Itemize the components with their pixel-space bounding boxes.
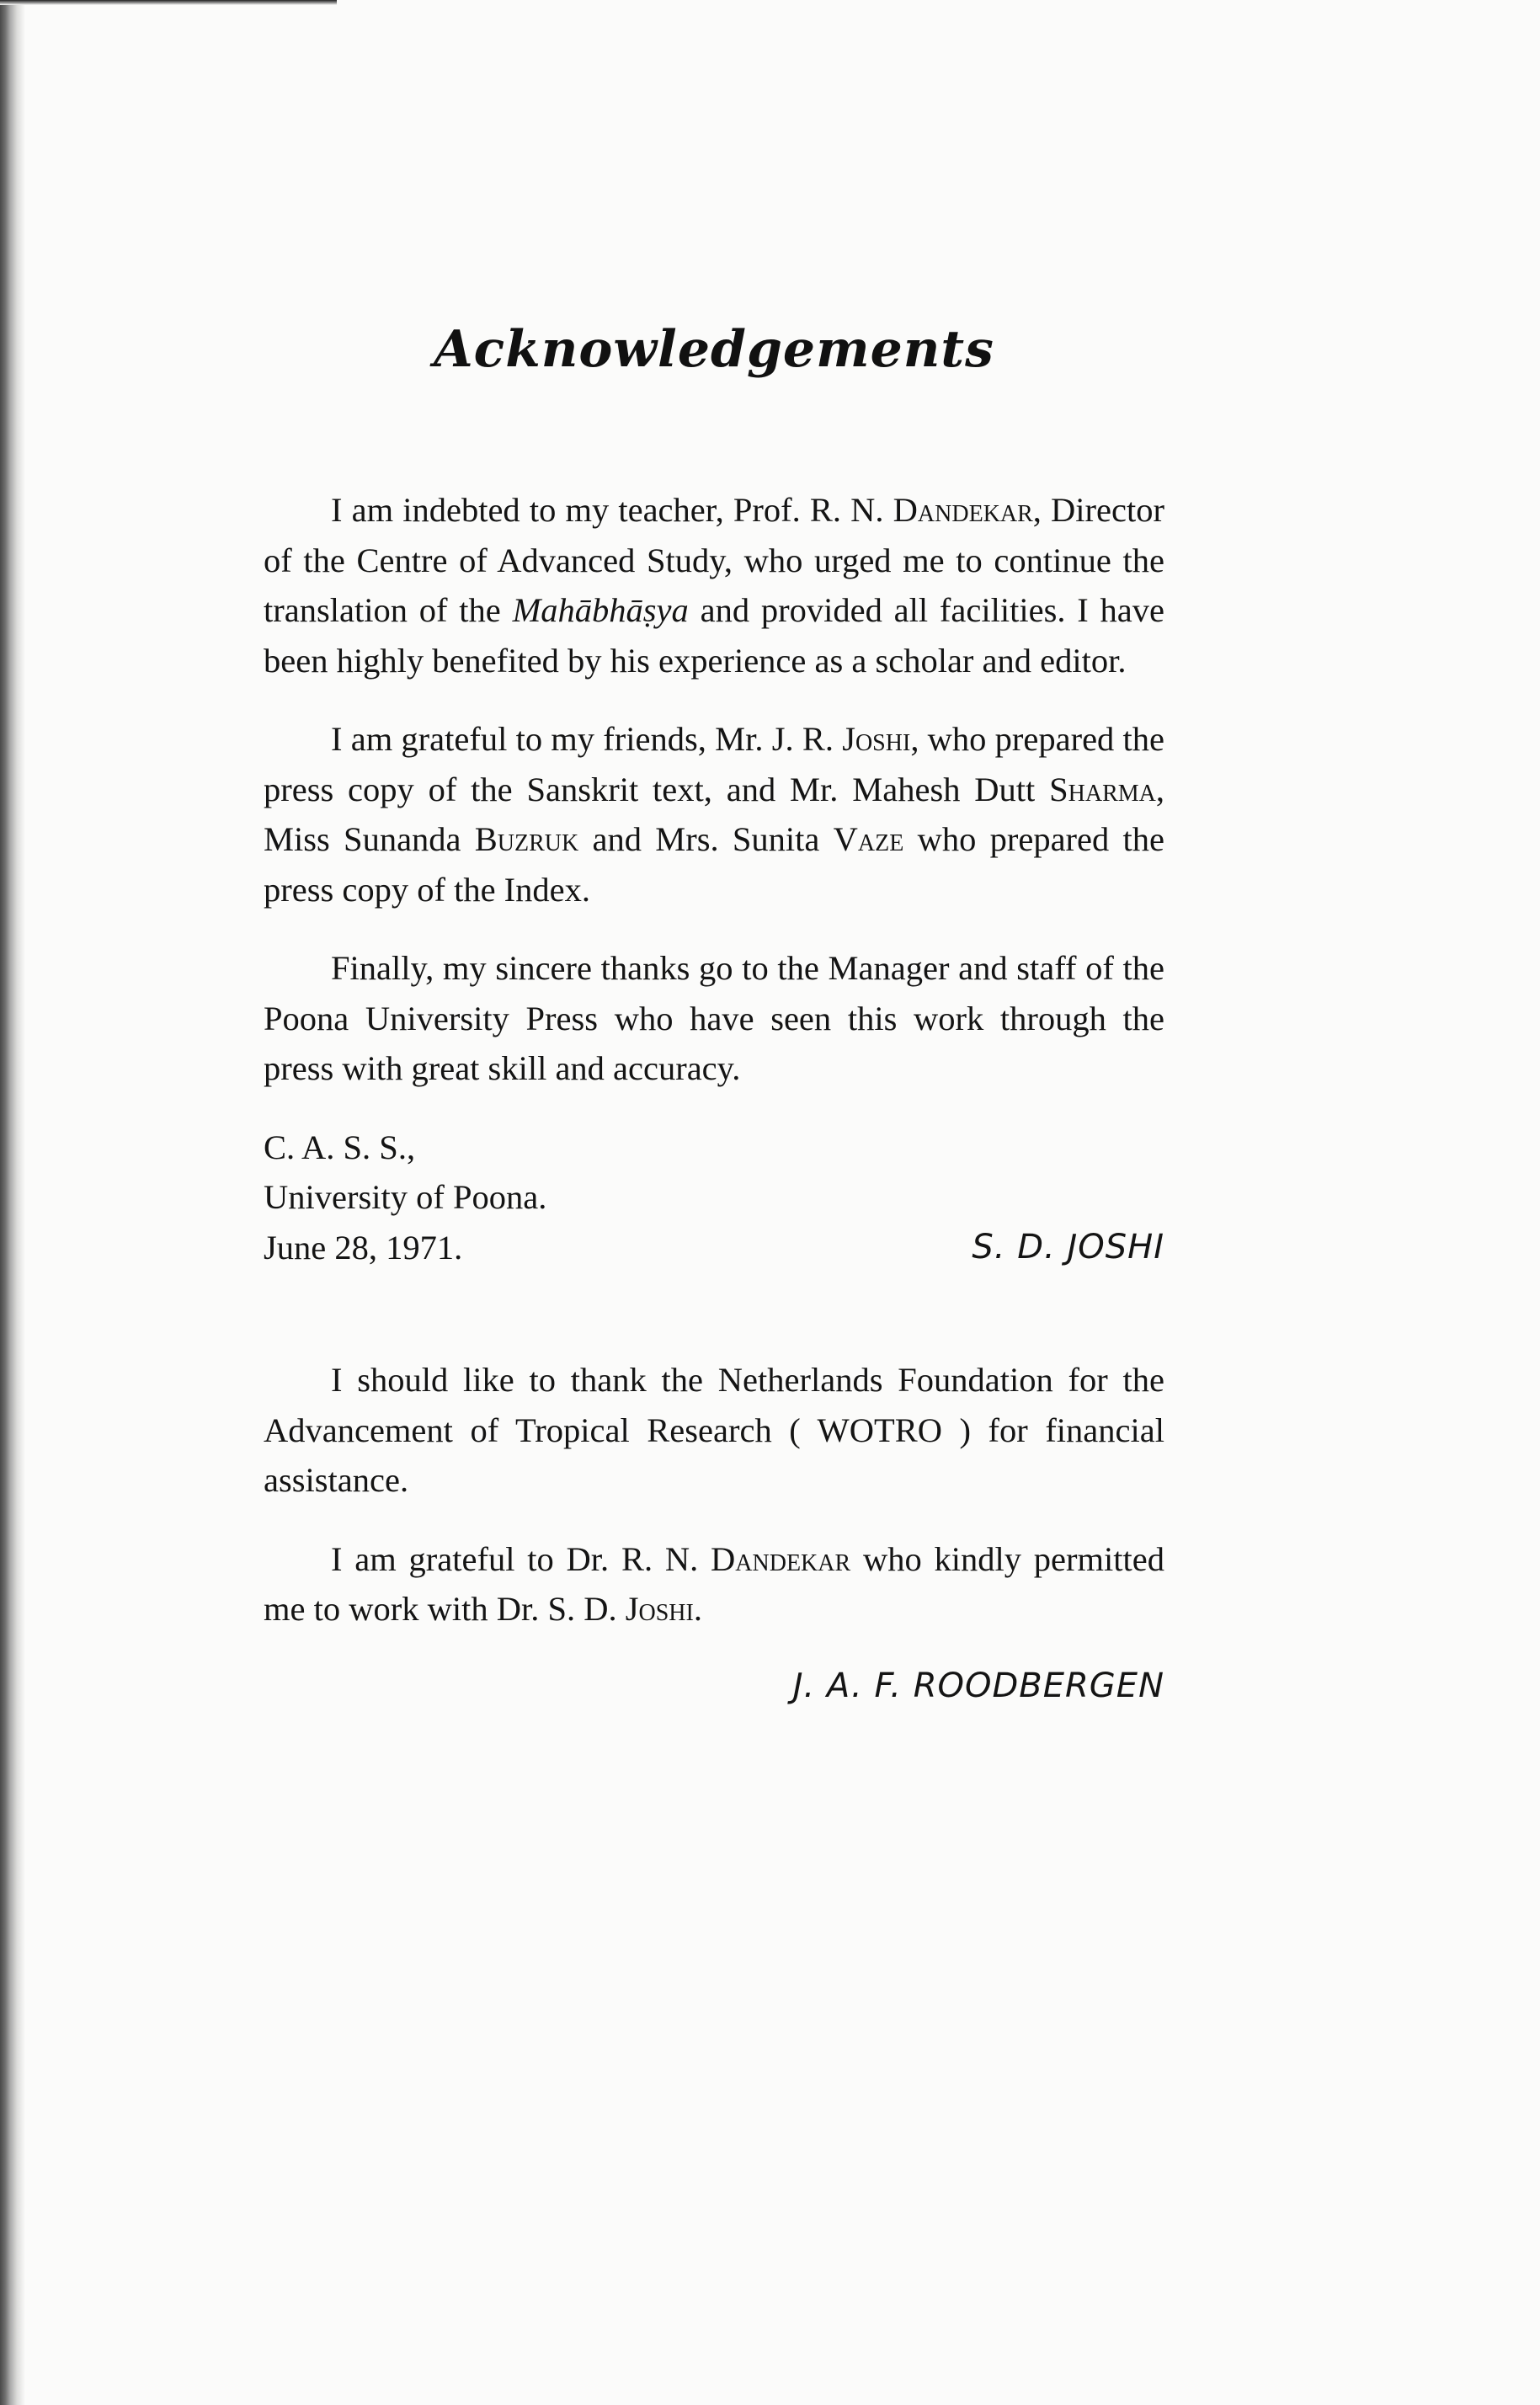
paragraph-text: , Director of the Centre of Advanced Study, who urged me to continue the translation of the — [264, 491, 1164, 629]
person-name: Joshi — [625, 1590, 694, 1628]
paragraph-text: , who prepared the press copy of the Sanskrit text, and Mr. Mahesh Dutt — [264, 720, 1164, 808]
paragraph-press-thanks: Finally, my sincere thanks go to the Manager and staff of the Poona University Press who have seen this work through the press with great skill and accuracy. — [264, 949, 1164, 1087]
signoff-university: University of Poona. — [264, 1178, 547, 1216]
acknowledgements-page — [264, 320, 1164, 1705]
paragraph-text: who prepared the press copy of the Index. — [264, 820, 1164, 909]
paragraph-text: and provided all facilities. I have been highly benefited by his experience as a scholar and editor. — [264, 591, 1164, 680]
scan-top-shadow — [0, 0, 337, 5]
person-name: Dandekar — [711, 1539, 851, 1578]
person-name: Vaze — [833, 820, 904, 858]
paragraph-dandekar-permission — [264, 1534, 1164, 1634]
scan-edge-shadow — [0, 0, 25, 2405]
person-name: Joshi — [842, 720, 911, 758]
paragraph-wotro: I should like to thank the Netherlands Foundation for the Advancement of Tropical Research ( WOTRO ) for financial assistance. — [264, 1361, 1164, 1499]
paragraph-text: and Mrs. Sunita — [578, 820, 834, 858]
paragraph-text: I am grateful to Dr. R. N. — [331, 1539, 711, 1578]
paragraph-friends — [264, 714, 1164, 915]
paragraph-text: who kindly permitted me to work with Dr. S. D. — [264, 1539, 1164, 1628]
paragraph-text: , Miss Sunanda — [264, 770, 1164, 858]
person-name: Dandekar — [893, 491, 1033, 529]
signoff-joshi — [264, 1123, 1164, 1273]
signature-roodbergen: J. A. F. ROODBERGEN — [792, 1666, 1164, 1705]
signoff-org: C. A. S. S., — [264, 1128, 416, 1166]
person-name: Buzruk — [474, 820, 579, 858]
signoff-date: June 28, 1971. — [264, 1228, 463, 1266]
paragraph-indebted — [264, 485, 1164, 685]
work-title: Mahābhāṣya — [512, 591, 689, 629]
paragraph-text: I am grateful to my friends, Mr. J. R. — [331, 720, 843, 758]
paragraph-text: . — [693, 1590, 702, 1628]
paragraph-text: I am indebted to my teacher, Prof. R. N. — [331, 491, 893, 529]
signature-joshi: S. D. JOSHI — [972, 1227, 1164, 1266]
person-name: Sharma — [1049, 770, 1156, 808]
page-title: Acknowledgements — [434, 320, 994, 379]
